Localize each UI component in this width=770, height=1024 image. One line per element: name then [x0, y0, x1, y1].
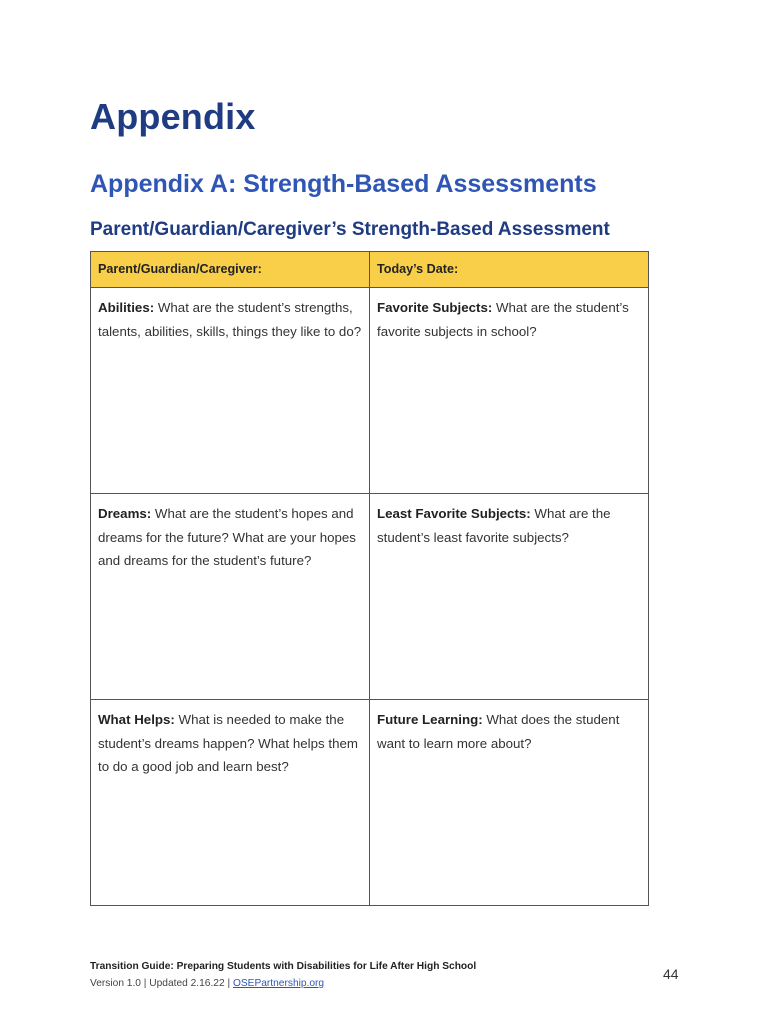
dreams-label: Dreams: — [98, 506, 152, 521]
dreams-prompt: What are the student’s hopes and dreams for the future? What are your hopes and dreams for the student’s future? — [98, 506, 356, 568]
todays-date-field[interactable]: Today’s Date: — [370, 252, 649, 288]
abilities-cell[interactable] — [91, 288, 370, 494]
table-row — [91, 700, 649, 906]
appendix-subheading: Appendix A: Strength-Based Assessments — [90, 170, 597, 198]
page-heading: Appendix — [90, 96, 256, 137]
footer-version — [90, 975, 476, 992]
page-number: 44 — [663, 966, 679, 982]
osep-link[interactable]: OSEPartnership.org — [232, 978, 325, 989]
table-row — [91, 288, 649, 494]
least-favorite-subjects-prompt: What are the student’s least favorite subjects? — [377, 506, 611, 545]
footer-version-text: Version 1.0 | Updated 2.16.22 | — [90, 978, 233, 989]
abilities-prompt: What are the student’s strengths, talents, abilities, skills, things they like to do? — [98, 300, 362, 339]
least-favorite-subjects-cell[interactable] — [370, 494, 649, 700]
favorite-subjects-prompt: What are the student’s favorite subjects in school? — [377, 300, 629, 339]
assessment-table — [90, 251, 649, 906]
footer-title: Transition Guide: Preparing Students with Disabilities for Life After High School — [90, 961, 477, 972]
dreams-cell[interactable] — [91, 494, 370, 700]
what-helps-label: What Helps: — [98, 712, 175, 727]
page-footer — [90, 958, 476, 992]
future-learning-cell[interactable] — [370, 700, 649, 906]
future-learning-label: Future Learning: — [377, 712, 483, 727]
table-header-row — [91, 252, 649, 288]
parent-guardian-field[interactable]: Parent/Guardian/Caregiver: — [91, 252, 370, 288]
least-favorite-subjects-label: Least Favorite Subjects: — [377, 506, 531, 521]
form-title: Parent/Guardian/Caregiver’s Strength-Based Assessment — [90, 219, 610, 240]
what-helps-cell[interactable] — [91, 700, 370, 906]
table-row — [91, 494, 649, 700]
abilities-label: Abilities: — [98, 300, 155, 315]
favorite-subjects-label: Favorite Subjects: — [377, 300, 493, 315]
what-helps-prompt: What is needed to make the student’s dreams happen? What helps them to do a good job and learn best? — [98, 712, 358, 774]
future-learning-prompt: What does the student want to learn more about? — [377, 712, 620, 751]
favorite-subjects-cell[interactable] — [370, 288, 649, 494]
